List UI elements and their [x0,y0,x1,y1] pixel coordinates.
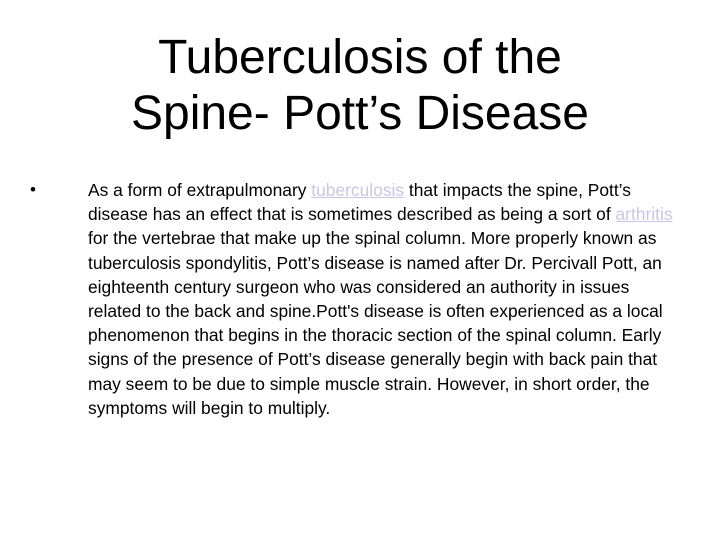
arthritis-link[interactable]: arthritis [615,204,673,225]
slide-title-line-1: Tuberculosis of the [158,31,562,84]
body-text-segment-2: that impacts the spine, Pott’s disease has an effect that is sometimes described as being a sort of [88,180,631,225]
body-text-segment-1: As a form of extrapulmonary [88,180,312,200]
bullet-list [28,178,678,420]
body-text-segment-3: for the vertebrae that make up the spinal column. More properly known as tuberculosis spondylitis, Pott’s disease is named after Dr. Percivall Pott, an eighteenth century surgeon who was considered an authority in issues related to the back and spine.Pott's disease is often experienced as a local phenomenon that begins in the thoracic section of the spinal column. Early signs of the presence of Pott’s disease generally begin with back pain that may seem to be due to simple muscle strain. However, in short order, the symptoms will begin to multiply. [88,228,663,418]
slide-title [40,30,680,142]
bullet-item [28,178,678,420]
slide-title-line-2: Spine- Pott’s Disease [130,87,589,140]
tuberculosis-link[interactable]: tuberculosis [311,180,405,200]
bullet-icon: • [30,180,36,199]
